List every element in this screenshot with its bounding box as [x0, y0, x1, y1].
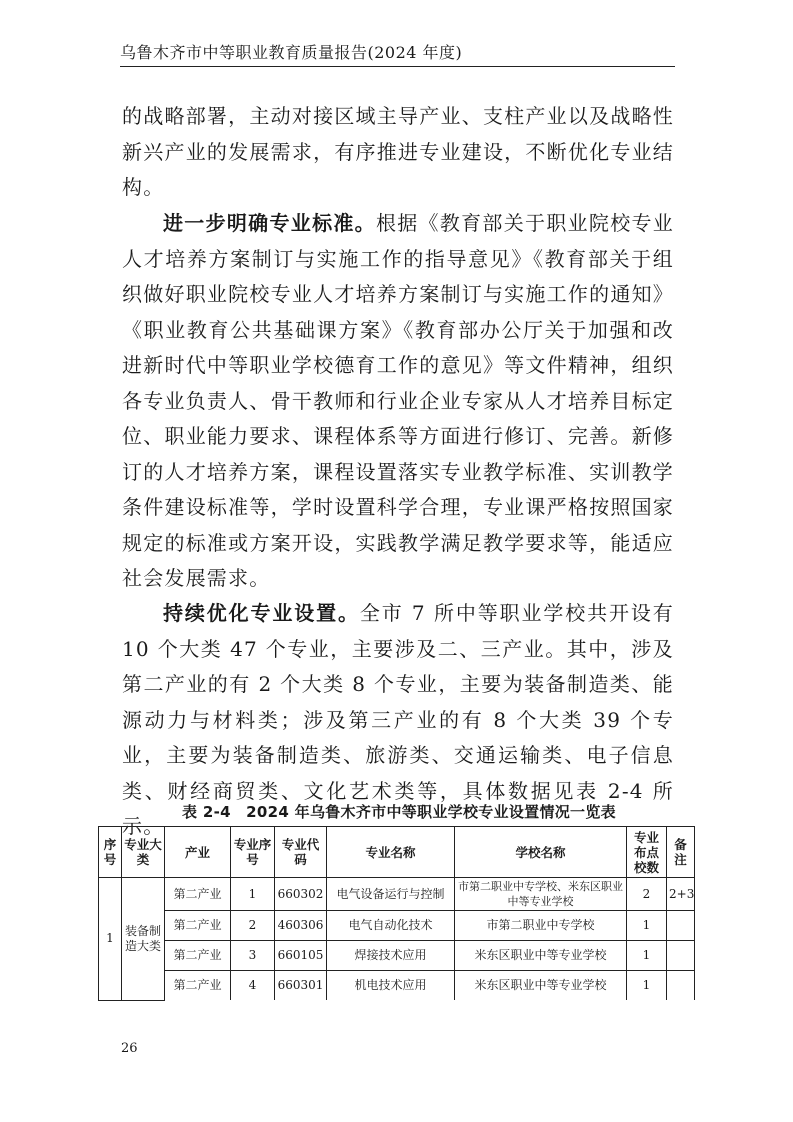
table-row — [99, 911, 695, 941]
paragraph-text: 根据《教育部关于职业院校专业人才培养方案制订与实施工作的指导意见》《教育部关于组织做好职业院校专业人才培养方案制订与实施工作的通知》《职业教育公共基础课方案》《教育部办公厅关于加强和改进新时代中等职业学校德育工作的意见》等文件精神，组织各专业负责人、骨干教师和行业企业专家从人才培养目标定位、职业能力要求、课程体系等方面进行修订、完善。新修订的人才培养方案，课程设置落实专业教学标准、实训教学条件建设标准等，学时设置科学合理，专业课严格按照国家规定的标准或方案开设，实践教学满足教学要求等，能适应社会发展需求。 — [122, 211, 674, 590]
table-header-row — [99, 827, 695, 878]
cell-industry: 第二产业 — [165, 941, 231, 971]
cell-major-seq: 2 — [231, 911, 275, 941]
table-row — [99, 971, 695, 1001]
cell-major-name: 机电技术应用 — [327, 971, 455, 1001]
cell-major-name: 电气自动化技术 — [327, 911, 455, 941]
cell-major-seq: 3 — [231, 941, 275, 971]
cell-school-name: 米东区职业中等专业学校 — [455, 941, 627, 971]
cell-industry: 第二产业 — [165, 971, 231, 1001]
cell-school-name: 市第二职业中专学校、米东区职业中等专业学校 — [455, 878, 627, 911]
cell-code: 660302 — [275, 878, 327, 911]
header-seq: 序号 — [99, 827, 122, 878]
table-row — [99, 941, 695, 971]
header-count: 专业布点校数 — [627, 827, 667, 878]
cell-note: 2+3 — [667, 878, 695, 911]
page-header — [120, 36, 675, 67]
cell-major-seq: 4 — [231, 971, 275, 1001]
cell-code: 660301 — [275, 971, 327, 1001]
cell-code: 660105 — [275, 941, 327, 971]
paragraph-lead: 进一步明确专业标准。 — [163, 211, 376, 235]
header-industry: 产业 — [165, 827, 231, 878]
table-row — [99, 878, 695, 911]
cell-note — [667, 971, 695, 1001]
paragraph-strategy — [122, 99, 674, 206]
cell-industry: 第二产业 — [165, 911, 231, 941]
cell-industry: 第二产业 — [165, 878, 231, 911]
page-number: 26 — [121, 1041, 138, 1056]
cell-count: 2 — [627, 878, 667, 911]
cell-note — [667, 941, 695, 971]
paragraph-text: 的战略部署，主动对接区域主导产业、支柱产业以及战略性新兴产业的发展需求，有序推进专业建设，不断优化专业结构。 — [122, 104, 674, 199]
cell-school-name: 市第二职业中专学校 — [455, 911, 627, 941]
header-school-name: 学校名称 — [455, 827, 627, 878]
header-note: 备注 — [667, 827, 695, 878]
cell-major-seq: 1 — [231, 878, 275, 911]
header-major-name: 专业名称 — [327, 827, 455, 878]
cell-count: 1 — [627, 941, 667, 971]
paragraph-text: 全市 7 所中等职业学校共开设有 10 个大类 47 个专业，主要涉及二、三产业。其中，涉及第二产业的有 2 个大类 8 个专业，主要为装备制造类、能源动力与材料类；涉及第三产业的有 8 个大类 39 个专业，主要为装备制造类、旅游类、交通运输类、电子信息类、财经商贸类、文化艺术类等，具体数据见表 2-4 所示。 — [122, 601, 674, 838]
major-setup-table — [98, 826, 695, 1001]
header-major-seq: 专业序号 — [231, 827, 275, 878]
table-caption: 表 2-4 2024 年乌鲁木齐市中等职业学校专业设置情况一览表 — [182, 803, 616, 821]
cell-count: 1 — [627, 911, 667, 941]
cell-code: 460306 — [275, 911, 327, 941]
cell-note — [667, 911, 695, 941]
header-category: 专业大类 — [122, 827, 165, 878]
header-title: 乌鲁木齐市中等职业教育质量报告(2024 年度) — [120, 43, 463, 62]
header-code: 专业代码 — [275, 827, 327, 878]
cell-count: 1 — [627, 971, 667, 1001]
cell-major-name: 焊接技术应用 — [327, 941, 455, 971]
cell-major-name: 电气设备运行与控制 — [327, 878, 455, 911]
paragraph-lead: 持续优化专业设置。 — [163, 601, 360, 625]
paragraph-standards — [122, 206, 674, 597]
cell-category: 装备制造大类 — [122, 878, 165, 1001]
cell-seq: 1 — [99, 878, 122, 1001]
cell-school-name: 米东区职业中等专业学校 — [455, 971, 627, 1001]
